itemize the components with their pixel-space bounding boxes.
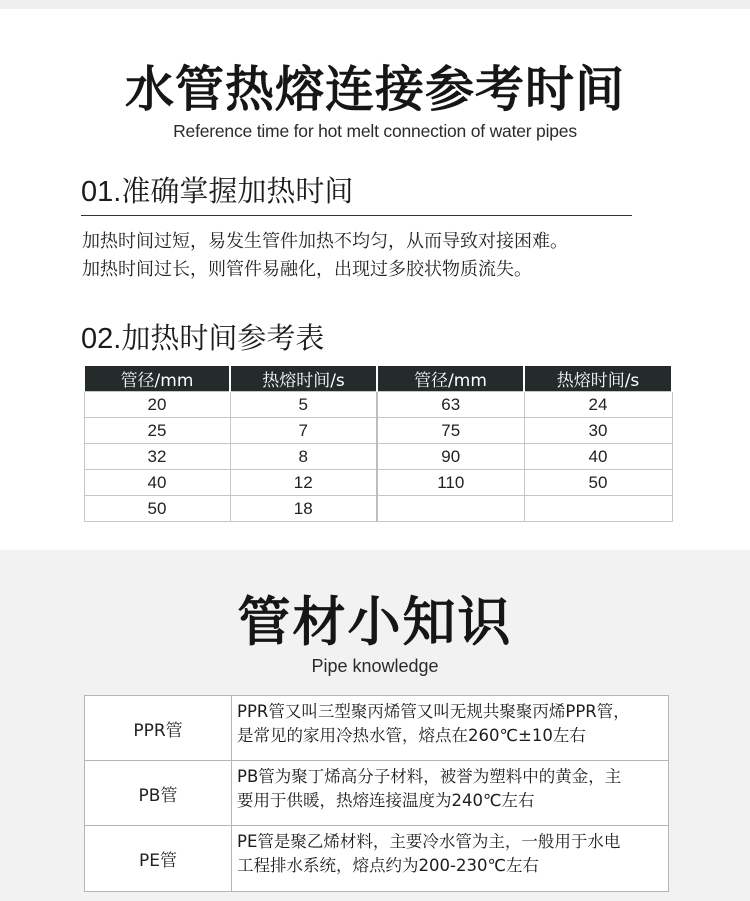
section2-title: 加热时间参考表	[121, 321, 325, 355]
table-cell: 5	[230, 392, 377, 418]
table-cell: 20	[84, 392, 230, 418]
table-cell: 18	[230, 496, 377, 522]
section1-line-1: 加热时间过短，易发生管件加热不均匀，从而导致对接困难。	[82, 231, 568, 252]
section1-heading	[81, 172, 353, 211]
desc-line: PPR管又叫三型聚丙烯管又叫无规共聚聚丙烯PPR管，	[237, 702, 630, 721]
section2-heading	[81, 319, 324, 358]
knowledge-row-ppr	[85, 696, 669, 761]
table-cell: 12	[230, 470, 377, 496]
pipe-name-pe: PE管	[85, 826, 232, 892]
pipe-desc-ppr	[232, 696, 669, 761]
pipe-name-pb: PB管	[85, 761, 232, 826]
table-cell: 32	[84, 444, 230, 470]
heating-time-table	[83, 366, 673, 522]
table-cell: 24	[524, 392, 672, 418]
knowledge-row-pb	[85, 761, 669, 826]
table-cell: 110	[377, 470, 524, 496]
knowledge-subtitle: Pipe knowledge	[311, 656, 439, 676]
page-subtitle: Reference time for hot melt connection of water pipes	[173, 121, 577, 141]
pipe-knowledge-table	[84, 695, 669, 892]
table-row	[84, 444, 672, 470]
table-header-row	[84, 366, 672, 392]
section1-title: 准确掌握加热时间	[121, 174, 354, 208]
table-cell: 25	[84, 418, 230, 444]
section1-divider	[81, 215, 632, 216]
desc-line: PE管是聚乙烯材料，主要冷水管为主，一般用于水电	[237, 832, 621, 851]
table-cell: 63	[377, 392, 524, 418]
section1-number: 01.	[81, 176, 122, 208]
table-cell: 90	[377, 444, 524, 470]
header-time-1: 热熔时间/s	[230, 366, 377, 392]
desc-line: 要用于供暖，热熔连接温度为240℃左右	[237, 791, 535, 810]
desc-line: PB管为聚丁烯高分子材料，被誉为塑料中的黄金，主	[237, 767, 622, 786]
table-cell: 7	[230, 418, 377, 444]
table-cell: 40	[524, 444, 672, 470]
table-cell	[377, 496, 524, 522]
page-title: 水管热熔连接参考时间	[124, 61, 625, 118]
header-diameter-1: 管径/mm	[84, 366, 230, 392]
table-cell: 8	[230, 444, 377, 470]
table-row	[84, 470, 672, 496]
pipe-desc-pe	[232, 826, 669, 892]
table-cell	[524, 496, 672, 522]
table-row	[84, 496, 672, 522]
table-cell: 50	[84, 496, 230, 522]
table-cell: 40	[84, 470, 230, 496]
pipe-desc-pb	[232, 761, 669, 826]
desc-line: 工程排水系统，熔点约为200-230℃左右	[237, 856, 539, 875]
table-cell: 50	[524, 470, 672, 496]
section1-line-2: 加热时间过长，则管件易融化，出现过多胶状物质流失。	[82, 259, 532, 280]
table-row	[84, 418, 672, 444]
pipe-name-ppr: PPR管	[85, 696, 232, 761]
table-cell: 30	[524, 418, 672, 444]
table-cell: 75	[377, 418, 524, 444]
header-time-2: 热熔时间/s	[524, 366, 672, 392]
header-diameter-2: 管径/mm	[377, 366, 524, 392]
knowledge-row-pe	[85, 826, 669, 892]
table-row	[84, 392, 672, 418]
top-strip	[0, 0, 750, 9]
knowledge-title: 管材小知识	[237, 592, 513, 653]
desc-line: 是常见的家用冷热水管，熔点在260℃±10左右	[237, 726, 586, 745]
section2-number: 02.	[81, 323, 122, 355]
